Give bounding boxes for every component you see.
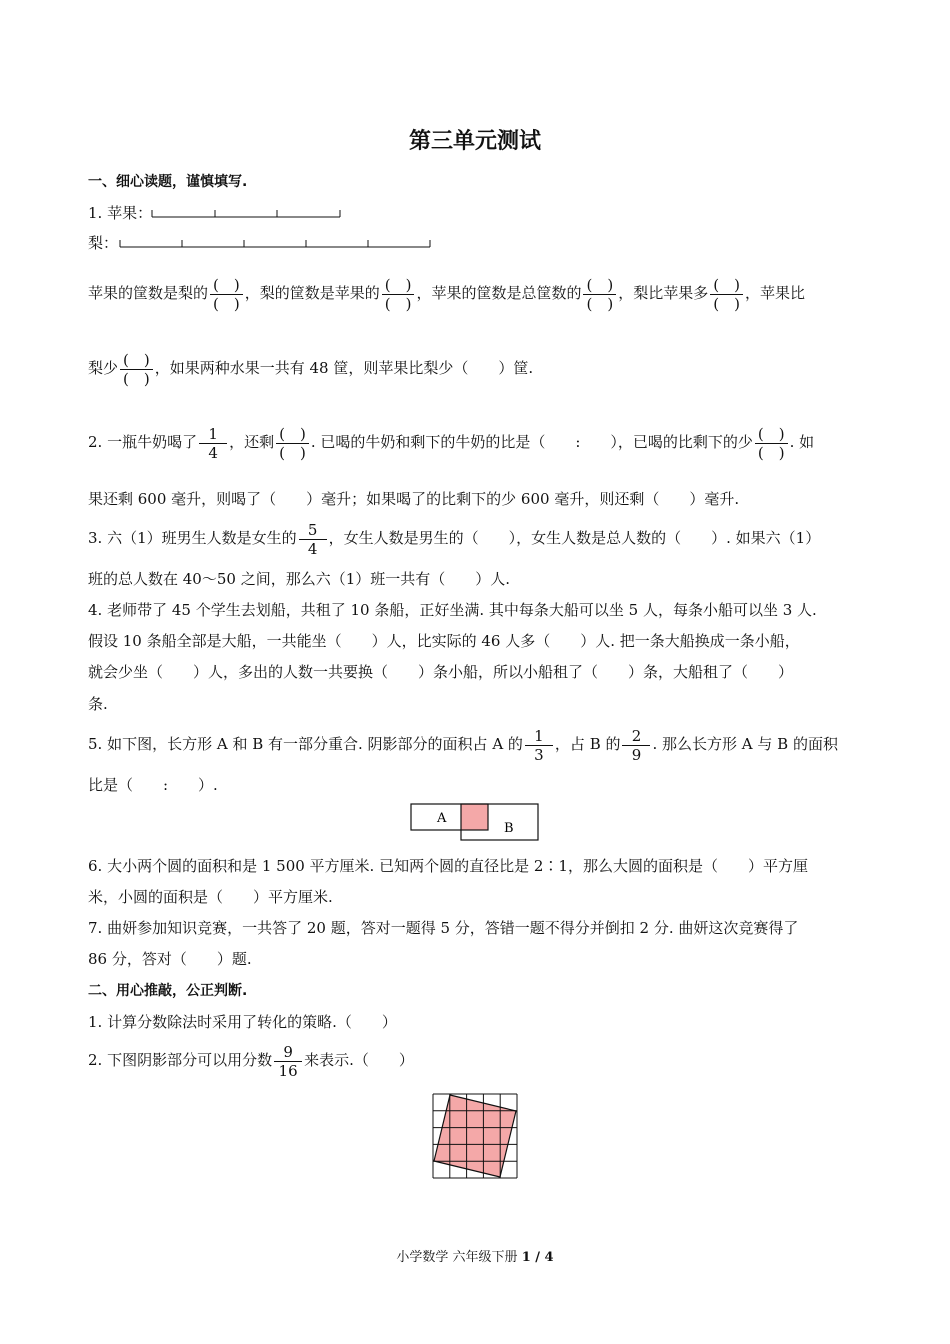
q5-line2: 比是（ : ）. (88, 776, 218, 794)
overlap-rectangles-figure (410, 803, 540, 843)
blank-fraction[interactable]: $\frac{( )}{( )}$ (120, 351, 153, 388)
q7-line: 86 分，答对（ ）题. (88, 950, 252, 968)
q6-line: 米，小圆的面积是（ ）平方厘米. (88, 888, 333, 906)
fraction-five-fourths: $\frac{5}{4}$ (299, 521, 327, 558)
blank-fraction[interactable]: $\frac{( )}{( )}$ (276, 425, 309, 462)
q1-apple-label: 1. 苹果： (88, 204, 153, 222)
section1-heading: 一、细心读题，谨慎填写. (88, 174, 248, 190)
q4-line: 假设 10 条船全部是大船，一共能坐（ ）人，比实际的 46 人多（ ）人. 把一条大船换成一条小船， (88, 632, 800, 650)
fraction-nine-sixteenths: $\frac{9}{16}$ (274, 1043, 302, 1080)
q4-line: 条. (88, 695, 108, 713)
fraction-one-quarter: $\frac{1}{4}$ (199, 425, 227, 462)
blank-fraction[interactable]: $\frac{( )}{( )}$ (210, 276, 243, 313)
q3-line1: 3. 六（1）班男生人数是女生的 $\frac{5}{4}$ ，女生人数是男生的（ ），女生人数是总人数的（ ）. 如果六（1） (88, 520, 821, 558)
blank-fraction[interactable]: $\frac{( )}{( )}$ (583, 276, 616, 313)
q1-pear-label: 梨： (88, 234, 119, 252)
q6-line: 6. 大小两个圆的面积和是 1 500 平方厘米. 已知两个圆的直径比是 2∶1，那么大圆的面积是（ ）平方厘 (88, 857, 808, 875)
q4-line: 4. 老师带了 45 个学生去划船，共租了 10 条船，正好坐满. 其中每条大船可以坐 5 人，每条小船可以坐 3 人. (88, 601, 817, 619)
grid-square-figure (432, 1093, 520, 1181)
fraction-two-ninths: $\frac{2}{9}$ (622, 727, 650, 764)
tilted-shaded-square (434, 1095, 516, 1177)
q2-line1: 2. 一瓶牛奶喝了 $\frac{1}{4}$ ，还剩 $\frac{( )}{( )}$ . 已喝的牛奶和剩下的牛奶的比是（ : ），已喝的比剩下的少 $\frac{( )}{( )}$ . 如 (88, 424, 815, 462)
page-number: 1 / 4 (521, 1250, 554, 1265)
s2-q1: 1. 计算分数除法时采用了转化的策略.（ ） (88, 1013, 397, 1031)
q2-line2: 果还剩 600 毫升，则喝了（ ）毫升；如果喝了的比剩下的少 600 毫升，则还剩（ ）毫升. (88, 490, 740, 508)
pear-segment-line (120, 235, 435, 249)
s2-q2: 2. 下图阴影部分可以用分数 $\frac{9}{16}$ 来表示.（ ） (88, 1042, 414, 1080)
blank-fraction[interactable]: $\frac{( )}{( )}$ (755, 425, 788, 462)
q1-line2: 梨少 $\frac{( )}{( )}$ ，如果两种水果一共有 48 筐，则苹果比梨少（ ）筐. (88, 350, 534, 388)
q3-line2: 班的总人数在 40～50 之间，那么六（1）班一共有（ ）人. (88, 570, 511, 588)
q7-line: 7. 曲妍参加知识竞赛，一共答了 20 题，答对一题得 5 分，答错一题不得分并倒扣 2 分. 曲妍这次竞赛得了 (88, 919, 799, 937)
label-a: A (437, 811, 447, 826)
page-title: 第三单元测试 (408, 128, 541, 154)
apple-segment-line (152, 205, 347, 219)
blank-fraction[interactable]: $\frac{( )}{( )}$ (710, 276, 743, 313)
fraction-one-third: $\frac{1}{3}$ (525, 727, 553, 764)
page-footer: 小学数学 六年级下册 1 / 4 (396, 1250, 554, 1265)
blank-fraction[interactable]: $\frac{( )}{( )}$ (382, 276, 415, 313)
overlap-shade (461, 804, 488, 830)
q4-line: 就会少坐（ ）人，多出的人数一共要换（ ）条小船，所以小船租了（ ）条，大船租了（ ） (88, 663, 794, 681)
q5-line1: 5. 如下图，长方形 A 和 B 有一部分重合. 阴影部分的面积占 A 的 $\frac{1}{3}$ ，占 B 的 $\frac{2}{9}$ . 那么长方形 A 与 B 的面积 (88, 726, 838, 764)
section2-heading: 二、用心推敲，公正判断. (88, 983, 248, 999)
q1-line1: 苹果的筐数是梨的 $\frac{( )}{( )}$ ，梨的筐数是苹果的 $\frac{( )}{( )}$ ，苹果的筐数是总筐数的 $\frac{( )}{( )}$ ，梨比苹果多 $\frac{( )}{( )}$ ，苹果比 (88, 275, 805, 313)
label-b: B (504, 821, 514, 836)
